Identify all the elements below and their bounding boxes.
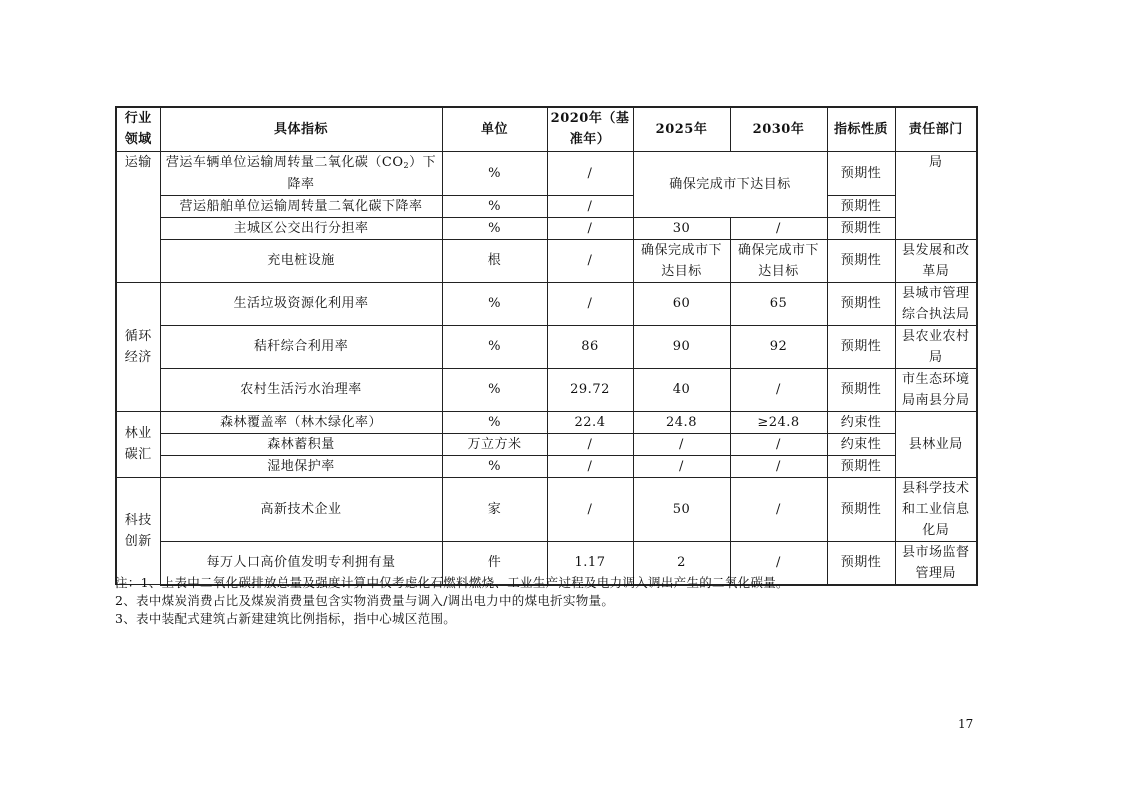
value-2030-cell: ≥24.8	[730, 411, 827, 433]
value-2025-cell: /	[633, 433, 730, 455]
indicator-cell: 农村生活污水治理率	[160, 368, 442, 411]
indicator-cell: 营运车辆单位运输周转量二氧化碳（CO2）下降率	[160, 151, 442, 195]
unit-cell: 根	[442, 239, 547, 282]
indicator-cell: 森林覆盖率（林木绿化率）	[160, 411, 442, 433]
value-2020-cell: 22.4	[547, 411, 633, 433]
table-row	[116, 433, 977, 455]
nature-cell: 预期性	[827, 477, 895, 541]
indicator-cell: 高新技术企业	[160, 477, 442, 541]
note-line: 注：1、上表中二氧化碳排放总量及强度计算中仅考虑化石燃料燃烧、工业生产过程及电力调入调出产生的二氧化碳量。	[115, 575, 789, 590]
table-row	[116, 325, 977, 368]
table-row	[116, 368, 977, 411]
table-row	[116, 411, 977, 433]
value-2030-cell: /	[730, 541, 827, 585]
table-row	[116, 239, 977, 282]
value-2020-cell: /	[547, 455, 633, 477]
value-2030-cell: /	[730, 477, 827, 541]
value-2030-cell: /	[730, 433, 827, 455]
unit-cell: 家	[442, 477, 547, 541]
value-2020-cell: 86	[547, 325, 633, 368]
dept-cell: 县科学技术和工业信息化局	[895, 477, 977, 541]
sector-forest: 林业碳汇	[116, 411, 160, 477]
value-2020-cell: 29.72	[547, 368, 633, 411]
unit-cell: %	[442, 325, 547, 368]
header-unit: 单位	[442, 107, 547, 151]
value-2030-cell: /	[730, 368, 827, 411]
unit-cell: 件	[442, 541, 547, 585]
dept-cell: 县农业农村局	[895, 325, 977, 368]
table-row	[116, 195, 977, 217]
nature-cell: 预期性	[827, 455, 895, 477]
nature-cell: 预期性	[827, 217, 895, 239]
table-row	[116, 477, 977, 541]
indicator-cell: 营运船舶单位运输周转量二氧化碳下降率	[160, 195, 442, 217]
header-2025: 2025年	[633, 107, 730, 151]
value-2025-cell: 60	[633, 282, 730, 325]
sector-tech: 科技创新	[116, 477, 160, 585]
sector-circular: 循环经济	[116, 282, 160, 411]
indicator-cell: 充电桩设施	[160, 239, 442, 282]
indicator-cell: 森林蓄积量	[160, 433, 442, 455]
unit-cell: %	[442, 282, 547, 325]
value-2030-cell: 92	[730, 325, 827, 368]
value-2020-cell: /	[547, 282, 633, 325]
indicator-cell: 秸秆综合利用率	[160, 325, 442, 368]
header-2030: 2030年	[730, 107, 827, 151]
nature-cell: 预期性	[827, 368, 895, 411]
unit-cell: %	[442, 217, 547, 239]
dept-cell: 县市场监督管理局	[895, 541, 977, 585]
unit-cell: %	[442, 411, 547, 433]
value-2025-cell: 2	[633, 541, 730, 585]
unit-cell: %	[442, 455, 547, 477]
value-2030-cell: /	[730, 217, 827, 239]
value-2020-cell: /	[547, 195, 633, 217]
header-nature: 指标性质	[827, 107, 895, 151]
indicator-table	[115, 106, 978, 586]
indicator-cell: 每万人口高价值发明专利拥有量	[160, 541, 442, 585]
header-dept: 责任部门	[895, 107, 977, 151]
nature-cell: 预期性	[827, 151, 895, 195]
value-2030-cell: 确保完成市下达目标	[730, 239, 827, 282]
nature-cell: 约束性	[827, 433, 895, 455]
nature-cell: 预期性	[827, 195, 895, 217]
value-2025-cell: /	[633, 455, 730, 477]
value-2030-cell: 65	[730, 282, 827, 325]
table-row	[116, 455, 977, 477]
value-2020-cell: /	[547, 217, 633, 239]
page-number: 17	[958, 717, 974, 731]
nature-cell: 预期性	[827, 541, 895, 585]
merged-target-cell: 确保完成市下达目标	[633, 151, 827, 217]
value-2020-cell: /	[547, 151, 633, 195]
header-2020: 2020年（基准年）	[547, 107, 633, 151]
value-2020-cell: /	[547, 477, 633, 541]
note-line: 2、表中煤炭消费占比及煤炭消费量包含实物消费量与调入/调出电力中的煤电折实物量。	[115, 593, 615, 608]
table-row	[116, 282, 977, 325]
value-2020-cell: 1.17	[547, 541, 633, 585]
value-2025-cell: 50	[633, 477, 730, 541]
nature-cell: 预期性	[827, 282, 895, 325]
dept-forest: 县林业局	[895, 411, 977, 477]
note-line: 3、表中装配式建筑占新建建筑比例指标，指中心城区范围。	[115, 611, 457, 626]
value-2030-cell: /	[730, 455, 827, 477]
value-2025-cell: 90	[633, 325, 730, 368]
value-2025-cell: 40	[633, 368, 730, 411]
dept-transport: 局	[895, 151, 977, 239]
dept-cell: 县城市管理综合执法局	[895, 282, 977, 325]
unit-cell: %	[442, 151, 547, 195]
dept-cell: 市生态环境局南县分局	[895, 368, 977, 411]
value-2025-cell: 24.8	[633, 411, 730, 433]
indicator-cell: 主城区公交出行分担率	[160, 217, 442, 239]
header-industry: 行业领域	[116, 107, 160, 151]
nature-cell: 约束性	[827, 411, 895, 433]
value-2020-cell: /	[547, 239, 633, 282]
indicator-cell: 生活垃圾资源化利用率	[160, 282, 442, 325]
sector-transport: 运输	[116, 151, 160, 282]
nature-cell: 预期性	[827, 239, 895, 282]
unit-cell: %	[442, 195, 547, 217]
dept-cell: 县发展和改革局	[895, 239, 977, 282]
nature-cell: 预期性	[827, 325, 895, 368]
indicator-cell: 湿地保护率	[160, 455, 442, 477]
value-2020-cell: /	[547, 433, 633, 455]
unit-cell: 万立方米	[442, 433, 547, 455]
unit-cell: %	[442, 368, 547, 411]
header-indicator: 具体指标	[160, 107, 442, 151]
table-row	[116, 151, 977, 195]
table-notes	[115, 574, 1015, 628]
value-2025-cell: 30	[633, 217, 730, 239]
value-2025-cell: 确保完成市下达目标	[633, 239, 730, 282]
table-row	[116, 217, 977, 239]
